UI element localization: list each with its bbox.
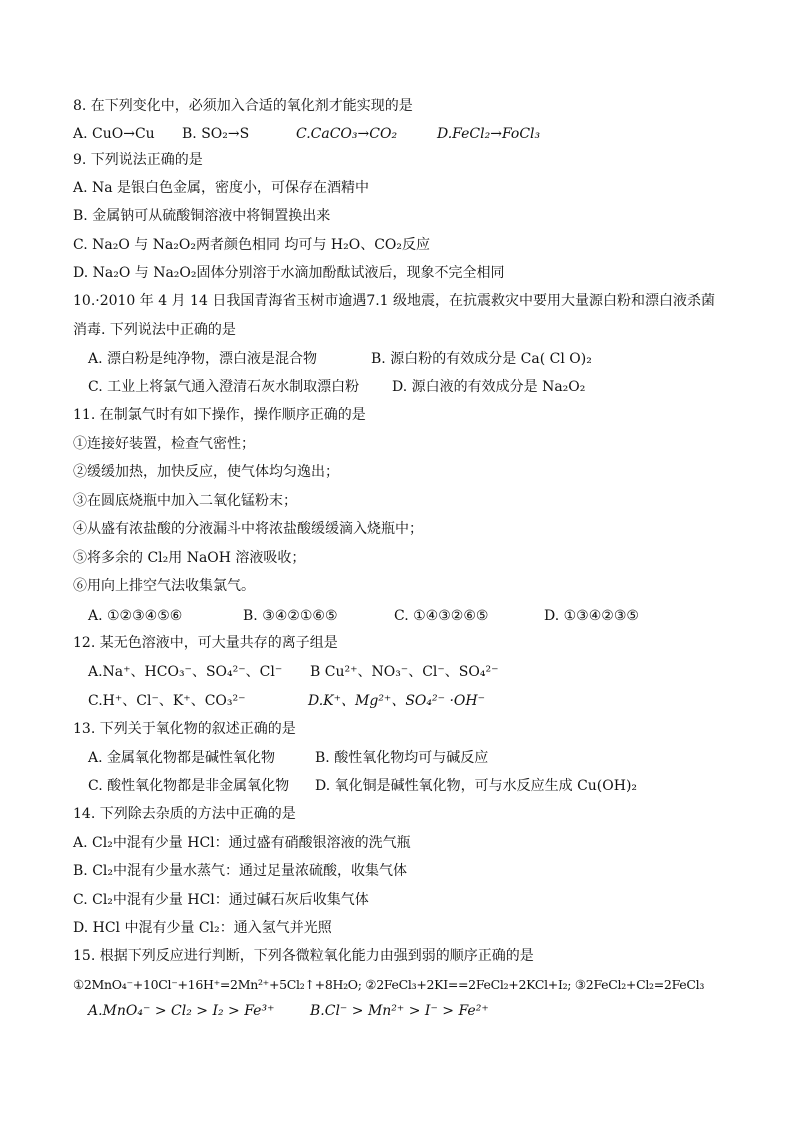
q8-option-b: B. SO₂→S bbox=[182, 126, 250, 142]
q11-step-6: ⑥用向上排空气法收集氯气。 bbox=[73, 578, 255, 594]
q12-option-b: B Cu²⁺、NO₃⁻、Cl⁻、SO₄²⁻ bbox=[310, 664, 499, 680]
q12-option-a: A.Na⁺、HCO₃⁻、SO₄²⁻、Cl⁻ bbox=[88, 664, 283, 680]
q13-option-b: B. 酸性氧化物均可与碱反应 bbox=[315, 750, 489, 766]
q14-option-d: D. HCl 中混有少量 Cl₂：通入氢气并光照 bbox=[73, 920, 332, 936]
q12-stem: 12. 某无色溶液中，可大量共存的离子组是 bbox=[73, 635, 338, 651]
q9-option-b: B. 金属钠可从硫酸铜溶液中将铜置换出来 bbox=[73, 208, 331, 224]
q15-option-b: B.Cl⁻ > Mn²⁺ > I⁻ > Fe²⁺ bbox=[310, 1003, 489, 1019]
q10-stem-line1: 10.·2010 年 4 月 14 日我国青海省玉树市逾遇7.1 级地震，在抗震救灾中要用大量源白粉和漂白液杀菌 bbox=[73, 293, 716, 309]
q11-option-b: B. ③④②①⑥⑤ bbox=[243, 608, 338, 624]
q9-option-a: A. Na 是银白色金属，密度小，可保存在酒精中 bbox=[73, 180, 370, 196]
q10-option-b: B. 源白粉的有效成分是 Ca( Cl O)₂ bbox=[371, 351, 592, 367]
q12-option-c: C.H⁺、Cl⁻、K⁺、CO₃²⁻ bbox=[88, 693, 246, 709]
q9-option-c: C. Na₂O 与 Na₂O₂两者颜色相同 均可与 H₂O、CO₂反应 bbox=[73, 237, 430, 253]
q14-option-b: B. Cl₂中混有少量水蒸气：通过足量浓硫酸，收集气体 bbox=[73, 863, 407, 879]
q11-option-d: D. ①③④②③⑤ bbox=[544, 608, 639, 624]
q11-option-c: C. ①④③②⑥⑤ bbox=[394, 608, 489, 624]
q11-option-a: A. ①②③④⑤⑥ bbox=[88, 608, 183, 624]
q14-stem: 14. 下列除去杂质的方法中正确的是 bbox=[73, 806, 296, 822]
q13-option-d: D. 氧化铜是碱性氧化物，可与水反应生成 Cu(OH)₂ bbox=[315, 778, 638, 794]
q13-option-c: C. 酸性氧化物都是非金属氧化物 bbox=[88, 778, 290, 794]
q8-option-c: C.CaCO₃→CO₂ bbox=[296, 126, 398, 142]
q10-option-c: C. 工业上将氯气通入澄清石灰水制取漂白粉 bbox=[88, 379, 360, 395]
q15-stem: 15. 根据下列反应进行判断，下列各微粒氧化能力由强到弱的顺序正确的是 bbox=[73, 948, 534, 964]
q15-reactions: ①2MnO₄⁻+10Cl⁻+16H⁺=2Mn²⁺+5Cl₂↑+8H₂O; ②2FeCl₃+2KI==2FeCl₂+2KCl+I₂; ③2FeCl₂+Cl₂=2FeCl₃ bbox=[73, 977, 705, 992]
q12-option-d: D.K⁺、Mg²⁺、SO₄²⁻ ·OH⁻ bbox=[308, 693, 485, 709]
q13-stem: 13. 下列关于氧化物的叙述正确的是 bbox=[73, 721, 296, 737]
q8-stem: 8. 在下列变化中，必须加入合适的氧化剂才能实现的是 bbox=[73, 98, 413, 114]
q14-option-c: C. Cl₂中混有少量 HCl：通过碱石灰后收集气体 bbox=[73, 892, 369, 908]
q14-option-a: A. Cl₂中混有少量 HCl：通过盛有硝酸银溶液的洗气瓶 bbox=[73, 835, 411, 851]
q13-option-a: A. 金属氧化物都是碱性氧化物 bbox=[88, 750, 276, 766]
q11-step-1: ①连接好装置，检查气密性； bbox=[73, 436, 255, 452]
q10-option-a: A. 漂白粉是纯净物，漂白液是混合物 bbox=[88, 351, 318, 367]
q10-option-d: D. 源白液的有效成分是 Na₂O₂ bbox=[392, 379, 586, 395]
q11-step-2: ②缓缓加热，加快反应，使气体均匀逸出； bbox=[73, 464, 339, 480]
q9-option-d: D. Na₂O 与 Na₂O₂固体分别溶于水滴加酚酞试液后，现象不完全相同 bbox=[73, 265, 505, 281]
q11-step-3: ③在圆底烧瓶中加入二氧化锰粉末； bbox=[73, 493, 297, 509]
q10-stem-line2: 消毒. 下列说法中正确的是 bbox=[73, 322, 236, 338]
q11-step-4: ④从盛有浓盐酸的分液漏斗中将浓盐酸缓缓滴入烧瓶中； bbox=[73, 521, 423, 537]
q9-stem: 9. 下列说法正确的是 bbox=[73, 152, 203, 168]
q15-option-a: A.MnO₄⁻ > Cl₂ > I₂ > Fe³⁺ bbox=[88, 1003, 275, 1019]
q8-option-d: D.FeCl₂→FoCl₃ bbox=[437, 126, 541, 142]
q11-stem: 11. 在制氯气时有如下操作，操作顺序正确的是 bbox=[73, 407, 366, 423]
q8-option-a: A. CuO→Cu bbox=[73, 126, 155, 142]
q11-step-5: ⑤将多余的 Cl₂用 NaOH 溶液吸收； bbox=[73, 550, 306, 566]
